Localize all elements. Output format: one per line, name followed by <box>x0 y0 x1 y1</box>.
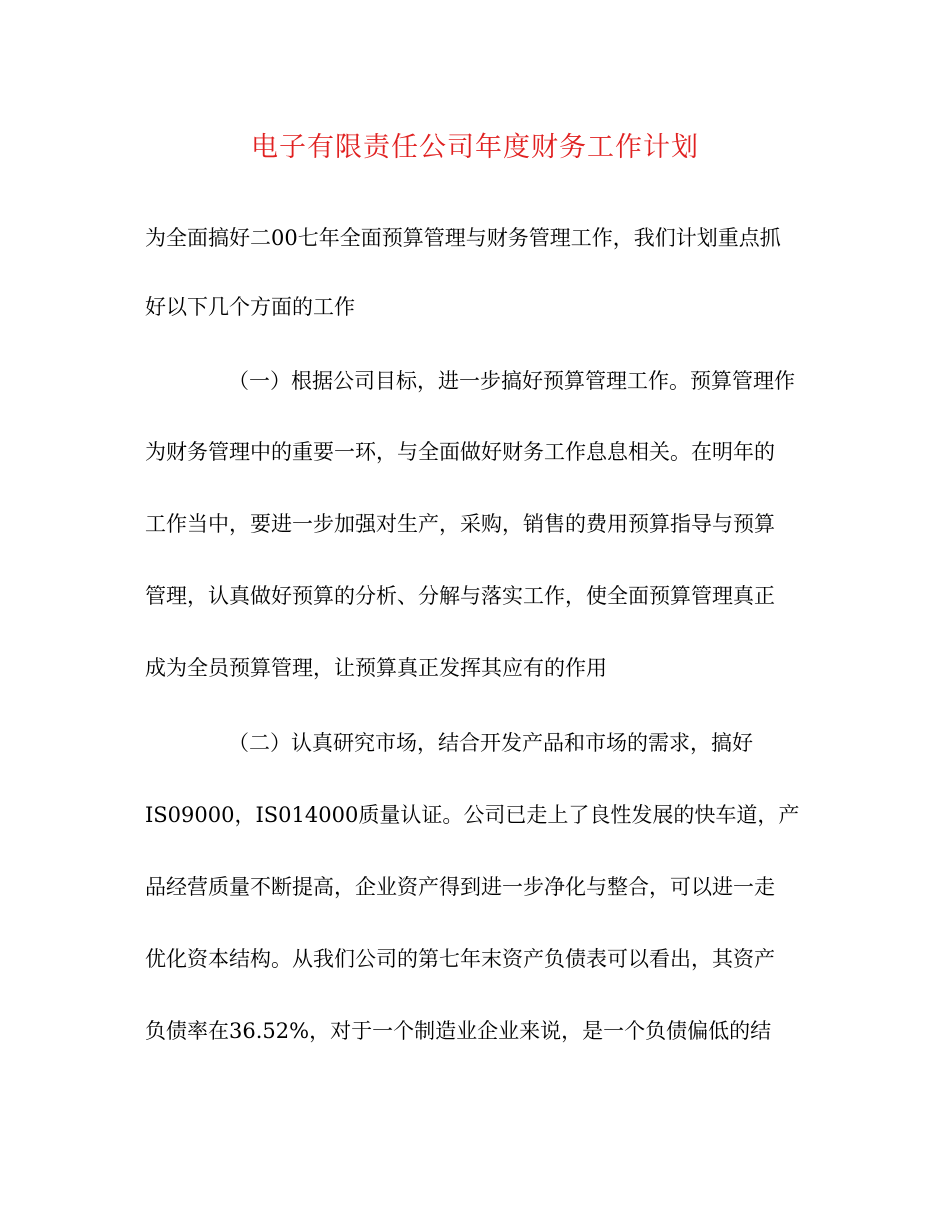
body-line: IS09000，IS014000质量认证。公司已走上了良性发展的快车道，产 <box>145 803 800 827</box>
body-line: 工作当中，要进一步加强对生产，采购，销售的费用预算指导与预算 <box>145 512 775 536</box>
body-line: 好以下几个方面的工作 <box>145 295 355 319</box>
body-line: （一）根据公司目标，进一步搞好预算管理工作。预算管理作 <box>228 369 795 393</box>
body-line: 优化资本结构。从我们公司的第七年末资产负债表可以看出，其资产 <box>145 947 775 971</box>
body-line: （二）认真研究市场，结合开发产品和市场的需求，搞好 <box>228 731 753 755</box>
body-line: 为全面搞好二00七年全面预算管理与财务管理工作，我们计划重点抓 <box>145 226 781 250</box>
document-title: 电子有限责任公司年度财务工作计划 <box>251 132 699 163</box>
body-line: 品经营质量不断提高，企业资产得到进一步净化与整合，可以进一走 <box>145 875 775 899</box>
body-line: 负债率在36.52%，对于一个制造业企业来说，是一个负债偏低的结 <box>145 1019 772 1043</box>
body-line: 成为全员预算管理，让预算真正发挥其应有的作用 <box>145 656 607 680</box>
body-line: 为财务管理中的重要一环，与全面做好财务工作息息相关。在明年的 <box>145 440 775 464</box>
body-line: 管理，认真做好预算的分析、分解与落实工作，使全面预算管理真正 <box>145 584 775 608</box>
